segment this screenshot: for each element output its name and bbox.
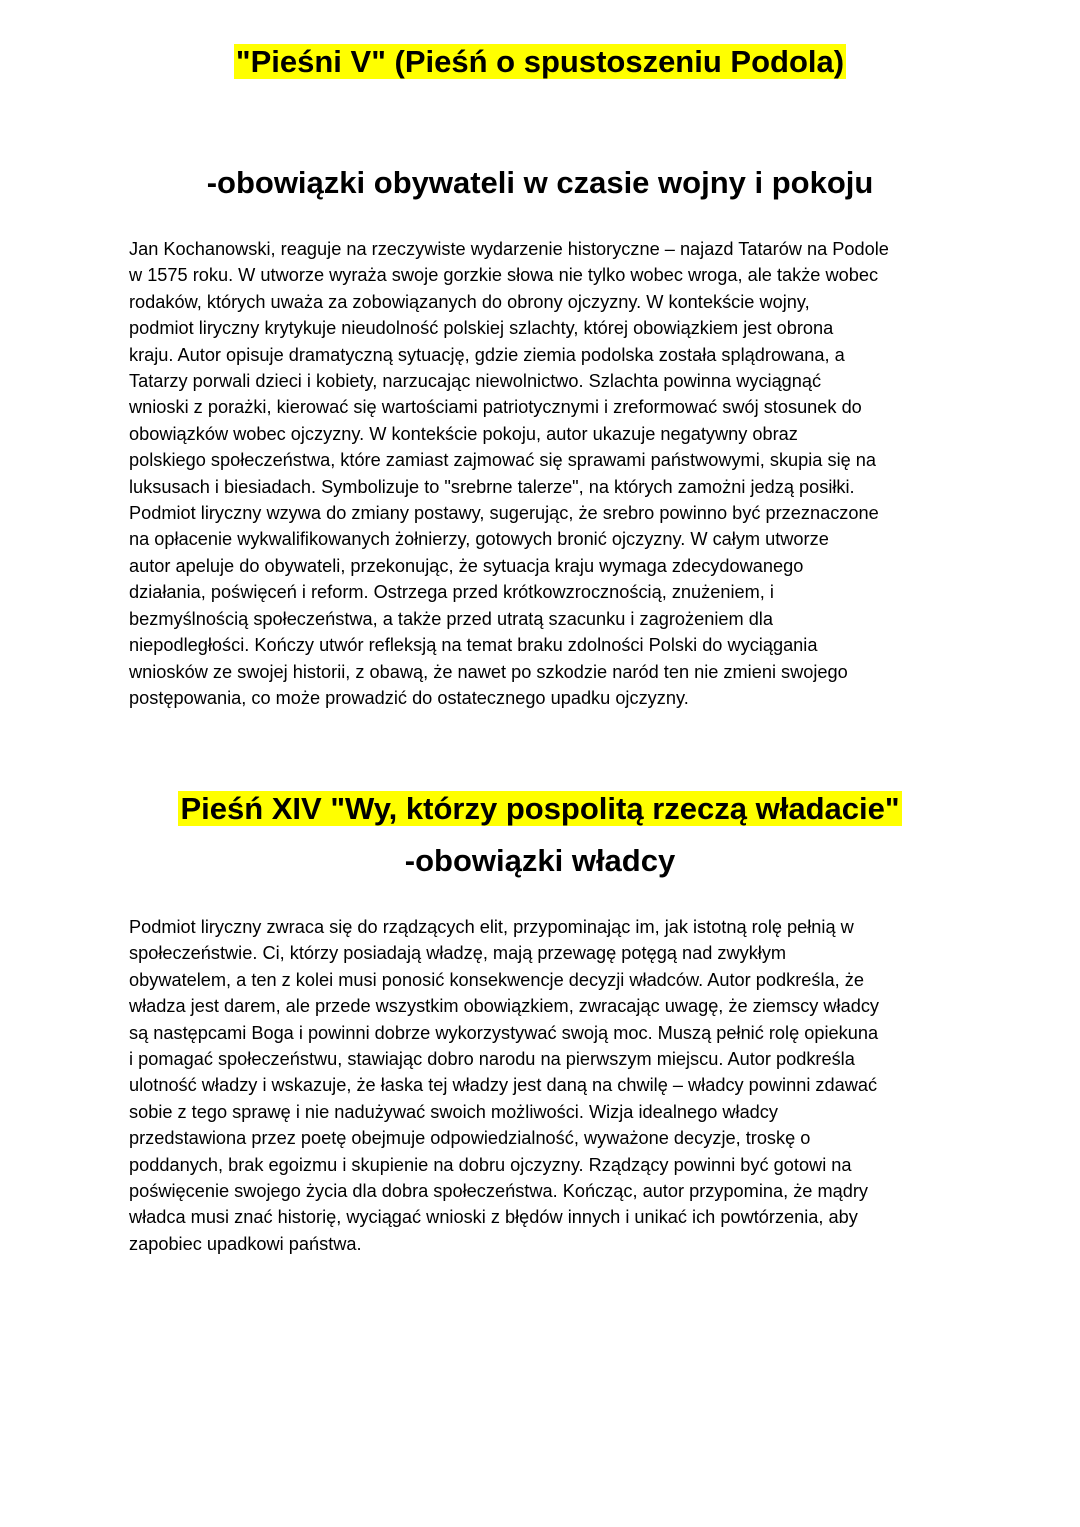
paragraph-line: podmiot liryczny krytykuje nieudolność polskiej szlachty, której obowiązkiem jest obrona	[129, 318, 834, 339]
paragraph-line: polskiego społeczeństwa, które zamiast zajmować się sprawami państwowymi, skupia się na	[129, 450, 877, 471]
paragraph-line: poświęcenie swojego życia dla dobra społeczeństwa. Kończąc, autor przypomina, że mądry	[129, 1181, 868, 1202]
paragraph-line: autor apeluje do obywateli, przekonując, że sytuacja kraju wymaga zdecydowanego	[129, 555, 804, 576]
paragraph-line: bezmyślnością społeczeństwa, a także przed utratą szacunku i zagrożeniem dla	[129, 608, 773, 629]
paragraph-line: Podmiot liryczny zwraca się do rządzących elit, przypominając im, jak istotną rolę pełnią w	[129, 917, 854, 937]
section1-title	[0, 42, 1080, 82]
paragraph-line: wnioski z porażki, kierować się wartościami patriotycznymi i zreformować swój stosunek do	[129, 397, 862, 418]
section2-title	[0, 789, 1080, 829]
paragraph-line: niepodległości. Kończy utwór refleksją na temat braku zdolności Polski do wyciągania	[129, 635, 818, 656]
paragraph-line: obowiązków wobec ojczyzny. W kontekście pokoju, autor ukazuje negatywny obraz	[129, 423, 798, 444]
paragraph-line: ulotność władzy i wskazuje, że łaska tej władzy jest daną na chwilę – władcy powinni zdawać	[129, 1075, 878, 1096]
section2-paragraph	[129, 914, 969, 1257]
paragraph-line: rodaków, których uważa za zobowiązanych do obrony ojczyzny. W kontekście wojny,	[129, 291, 810, 312]
paragraph-line: społeczeństwie. Ci, którzy posiadają władzę, mają przewagę potęgą nad zwykłym	[129, 943, 787, 964]
paragraph-line: obywatelem, a ten z kolei musi ponosić konsekwencje decyzji władców. Autor podkreśla, że	[129, 969, 864, 990]
paragraph-line: poddanych, brak egoizmu i skupienie na dobru ojczyzny. Rządzący powinni być gotowi na	[129, 1154, 852, 1175]
section1-title-highlight: "Pieśni V" (Pieśń o spustoszeniu Podola)	[235, 44, 845, 79]
paragraph-line: luksusach i biesiadach. Symbolizuje to "srebrne talerze", na których zamożni jedzą posiłki.	[129, 476, 855, 497]
paragraph-line: w 1575 roku. W utworze wyraża swoje gorzkie słowa nie tylko wobec wroga, ale także wobec	[129, 265, 879, 286]
paragraph-line: sobie z tego sprawę i nie nadużywać swoich możliwości. Wizja idealnego władcy	[129, 1101, 778, 1122]
paragraph-line: władca musi znać historię, wyciągać wnioski z błędów innych i unikać ich powtórzenia, aby	[129, 1207, 858, 1228]
paragraph-line: są następcami Boga i powinni dobrze wykorzystywać swoją moc. Muszą pełnić rolę opiekuna	[129, 1022, 879, 1043]
paragraph-line: działania, poświęceń i reform. Ostrzega przed krótkowzrocznością, znużeniem, i	[129, 582, 774, 603]
paragraph-line: przedstawiona przez poetę obejmuje odpowiedzialność, wyważone decyzje, troskę o	[129, 1128, 811, 1149]
section2-subtitle: -obowiązki władcy	[404, 843, 676, 878]
paragraph-line: postępowania, co może prowadzić do ostatecznego upadku ojczyzny.	[129, 687, 689, 708]
paragraph-line: Tatarzy porwali dzieci i kobiety, narzucając niewolnictwo. Szlachta powinna wyciągnąć	[129, 371, 822, 392]
paragraph-line: wniosków ze swojej historii, z obawą, że nawet po szkodzie naród ten nie zmieni swojego	[129, 661, 848, 682]
section1-paragraph	[129, 236, 969, 711]
section1-subtitle: -obowiązki obywateli w czasie wojny i pokoju	[206, 165, 874, 200]
paragraph-line: Jan Kochanowski, reaguje na rzeczywiste wydarzenie historyczne – najazd Tatarów na Podole	[129, 239, 889, 259]
paragraph-line: na opłacenie wykwalifikowanych żołnierzy, gotowych bronić ojczyzny. W całym utworze	[129, 529, 829, 550]
paragraph-line: i pomagać społeczeństwu, stawiając dobro narodu na pierwszym miejscu. Autor podkreśla	[129, 1049, 855, 1070]
section2-title-highlight: Pieśń XIV "Wy, którzy pospolitą rzeczą władacie"	[180, 791, 900, 826]
paragraph-line: władza jest darem, ale przede wszystkim obowiązkiem, zwracając uwagę, że ziemscy władcy	[129, 996, 880, 1017]
paragraph-line: zapobiec upadkowi państwa.	[129, 1233, 362, 1254]
paragraph-line: kraju. Autor opisuje dramatyczną sytuację, gdzie ziemia podolska została splądrowana, a	[129, 344, 845, 365]
paragraph-line: Podmiot liryczny wzywa do zmiany postawy, sugerując, że srebro powinno być przeznaczone	[129, 503, 879, 524]
